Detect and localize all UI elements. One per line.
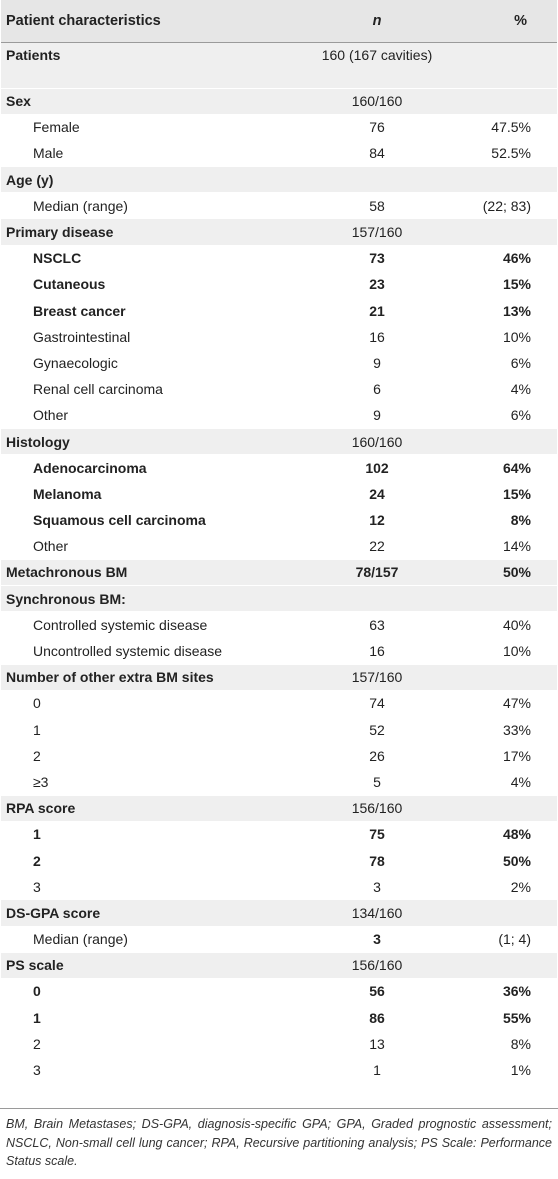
row-n: 157/160 xyxy=(303,219,451,245)
table-row xyxy=(1,638,557,664)
table-row xyxy=(1,612,557,638)
row-percent: 47% xyxy=(451,690,557,716)
table-row xyxy=(1,167,557,193)
row-percent: 15% xyxy=(451,481,557,507)
footnote-text: BM, Brain Metastases; DS-GPA, diagnosis-specific GPA; GPA, Graded prognostic assessment; NSCLC, Non-small cell lung cancer; RPA, Recursive partitioning analysis; PS Scale: Performance Status scale. xyxy=(6,1117,552,1168)
row-label: Median (range) xyxy=(1,926,303,952)
table-row xyxy=(1,559,557,585)
row-percent: 33% xyxy=(451,717,557,743)
table-row xyxy=(1,952,557,978)
row-label: 3 xyxy=(1,1057,303,1083)
table-body xyxy=(1,42,557,1083)
table-row xyxy=(1,978,557,1004)
row-label: Sex xyxy=(1,88,303,114)
row-label: Patients xyxy=(1,42,303,88)
row-label: ≥3 xyxy=(1,769,303,795)
row-label: Melanoma xyxy=(1,481,303,507)
row-percent xyxy=(451,586,557,612)
row-label: 2 xyxy=(1,847,303,873)
row-percent: 8% xyxy=(451,507,557,533)
row-label: Gastrointestinal xyxy=(1,324,303,350)
row-n: 102 xyxy=(303,455,451,481)
row-percent: 36% xyxy=(451,978,557,1004)
row-n: 156/160 xyxy=(303,952,451,978)
row-n: 16 xyxy=(303,638,451,664)
row-percent xyxy=(451,952,557,978)
row-n: 75 xyxy=(303,821,451,847)
row-n xyxy=(303,167,451,193)
row-label: Number of other extra BM sites xyxy=(1,664,303,690)
row-n: 3 xyxy=(303,874,451,900)
row-label: Median (range) xyxy=(1,193,303,219)
row-label: PS scale xyxy=(1,952,303,978)
row-label: 1 xyxy=(1,821,303,847)
row-percent: 4% xyxy=(451,376,557,402)
row-label: Adenocarcinoma xyxy=(1,455,303,481)
row-label: 1 xyxy=(1,1005,303,1031)
row-percent: (22; 83) xyxy=(451,193,557,219)
table-row xyxy=(1,114,557,140)
row-label: NSCLC xyxy=(1,245,303,271)
row-percent: 6% xyxy=(451,350,557,376)
row-percent xyxy=(451,88,557,114)
row-n: 160 (167 cavities) xyxy=(303,42,451,88)
row-percent xyxy=(451,42,557,88)
row-n: 73 xyxy=(303,245,451,271)
table-row xyxy=(1,245,557,271)
table-row xyxy=(1,140,557,166)
row-percent xyxy=(451,167,557,193)
row-n: 26 xyxy=(303,743,451,769)
row-n: 21 xyxy=(303,298,451,324)
row-n: 52 xyxy=(303,717,451,743)
row-label: Cutaneous xyxy=(1,271,303,297)
row-n: 56 xyxy=(303,978,451,1004)
row-label: 2 xyxy=(1,1031,303,1057)
row-label: Controlled systemic disease xyxy=(1,612,303,638)
table-row xyxy=(1,926,557,952)
row-percent: 48% xyxy=(451,821,557,847)
table-row xyxy=(1,717,557,743)
row-percent xyxy=(451,219,557,245)
row-n xyxy=(303,586,451,612)
row-percent: 47.5% xyxy=(451,114,557,140)
row-percent: 10% xyxy=(451,638,557,664)
table-row xyxy=(1,795,557,821)
table-row xyxy=(1,1057,557,1083)
row-label: Primary disease xyxy=(1,219,303,245)
header-row xyxy=(1,0,557,42)
row-n: 78 xyxy=(303,847,451,873)
row-percent: 50% xyxy=(451,847,557,873)
row-label: 0 xyxy=(1,690,303,716)
header-percent: % xyxy=(451,0,557,42)
row-n: 1 xyxy=(303,1057,451,1083)
table-row xyxy=(1,298,557,324)
row-n: 58 xyxy=(303,193,451,219)
row-percent: 6% xyxy=(451,402,557,428)
row-n: 76 xyxy=(303,114,451,140)
header-characteristics: Patient characteristics xyxy=(1,0,303,42)
row-percent: 50% xyxy=(451,559,557,585)
row-n: 3 xyxy=(303,926,451,952)
table-footnote xyxy=(0,1108,558,1171)
row-n: 9 xyxy=(303,402,451,428)
row-percent: 8% xyxy=(451,1031,557,1057)
row-n: 24 xyxy=(303,481,451,507)
row-label: Breast cancer xyxy=(1,298,303,324)
table-row xyxy=(1,1031,557,1057)
row-percent xyxy=(451,664,557,690)
table-row xyxy=(1,1005,557,1031)
row-label: Other xyxy=(1,533,303,559)
patient-characteristics-table xyxy=(1,0,557,1084)
table-row xyxy=(1,533,557,559)
table-row xyxy=(1,88,557,114)
table-row xyxy=(1,376,557,402)
row-n: 160/160 xyxy=(303,88,451,114)
row-percent: 13% xyxy=(451,298,557,324)
table-row xyxy=(1,769,557,795)
row-n: 22 xyxy=(303,533,451,559)
table-row xyxy=(1,900,557,926)
row-label: Other xyxy=(1,402,303,428)
row-n: 23 xyxy=(303,271,451,297)
row-n: 74 xyxy=(303,690,451,716)
row-n: 78/157 xyxy=(303,559,451,585)
row-percent xyxy=(451,900,557,926)
row-label: Male xyxy=(1,140,303,166)
table-row xyxy=(1,428,557,454)
row-label: DS-GPA score xyxy=(1,900,303,926)
row-n: 134/160 xyxy=(303,900,451,926)
row-label: 1 xyxy=(1,717,303,743)
row-percent: 64% xyxy=(451,455,557,481)
row-label: RPA score xyxy=(1,795,303,821)
row-label: Synchronous BM: xyxy=(1,586,303,612)
row-percent: 55% xyxy=(451,1005,557,1031)
row-n: 5 xyxy=(303,769,451,795)
row-n: 63 xyxy=(303,612,451,638)
row-n: 9 xyxy=(303,350,451,376)
row-percent xyxy=(451,795,557,821)
row-label: Female xyxy=(1,114,303,140)
row-label: Age (y) xyxy=(1,167,303,193)
table-row xyxy=(1,874,557,900)
row-percent: 1% xyxy=(451,1057,557,1083)
row-percent: 2% xyxy=(451,874,557,900)
table-row xyxy=(1,219,557,245)
row-percent: 10% xyxy=(451,324,557,350)
table-row xyxy=(1,481,557,507)
row-percent: 46% xyxy=(451,245,557,271)
row-n: 6 xyxy=(303,376,451,402)
table-row xyxy=(1,324,557,350)
table-row xyxy=(1,586,557,612)
row-label: 2 xyxy=(1,743,303,769)
table-row xyxy=(1,402,557,428)
row-n: 13 xyxy=(303,1031,451,1057)
row-percent: 14% xyxy=(451,533,557,559)
row-percent: 40% xyxy=(451,612,557,638)
row-n: 157/160 xyxy=(303,664,451,690)
row-n: 156/160 xyxy=(303,795,451,821)
table-row xyxy=(1,193,557,219)
row-n: 16 xyxy=(303,324,451,350)
row-label: Renal cell carcinoma xyxy=(1,376,303,402)
table-row xyxy=(1,821,557,847)
table-row xyxy=(1,42,557,88)
row-label: Squamous cell carcinoma xyxy=(1,507,303,533)
row-percent: 4% xyxy=(451,769,557,795)
table-row xyxy=(1,847,557,873)
table-header xyxy=(1,0,557,42)
row-percent xyxy=(451,428,557,454)
table-row xyxy=(1,271,557,297)
header-n: n xyxy=(303,0,451,42)
row-n: 84 xyxy=(303,140,451,166)
table-row xyxy=(1,664,557,690)
table-row xyxy=(1,455,557,481)
table-row xyxy=(1,743,557,769)
row-n: 86 xyxy=(303,1005,451,1031)
row-percent: 17% xyxy=(451,743,557,769)
row-percent: 52.5% xyxy=(451,140,557,166)
table-row xyxy=(1,507,557,533)
row-n: 160/160 xyxy=(303,428,451,454)
row-label: Gynaecologic xyxy=(1,350,303,376)
row-label: Histology xyxy=(1,428,303,454)
table-row xyxy=(1,690,557,716)
row-label: 3 xyxy=(1,874,303,900)
row-label: Metachronous BM xyxy=(1,559,303,585)
row-percent: (1; 4) xyxy=(451,926,557,952)
row-n: 12 xyxy=(303,507,451,533)
table-row xyxy=(1,350,557,376)
row-label: Uncontrolled systemic disease xyxy=(1,638,303,664)
row-percent: 15% xyxy=(451,271,557,297)
row-label: 0 xyxy=(1,978,303,1004)
